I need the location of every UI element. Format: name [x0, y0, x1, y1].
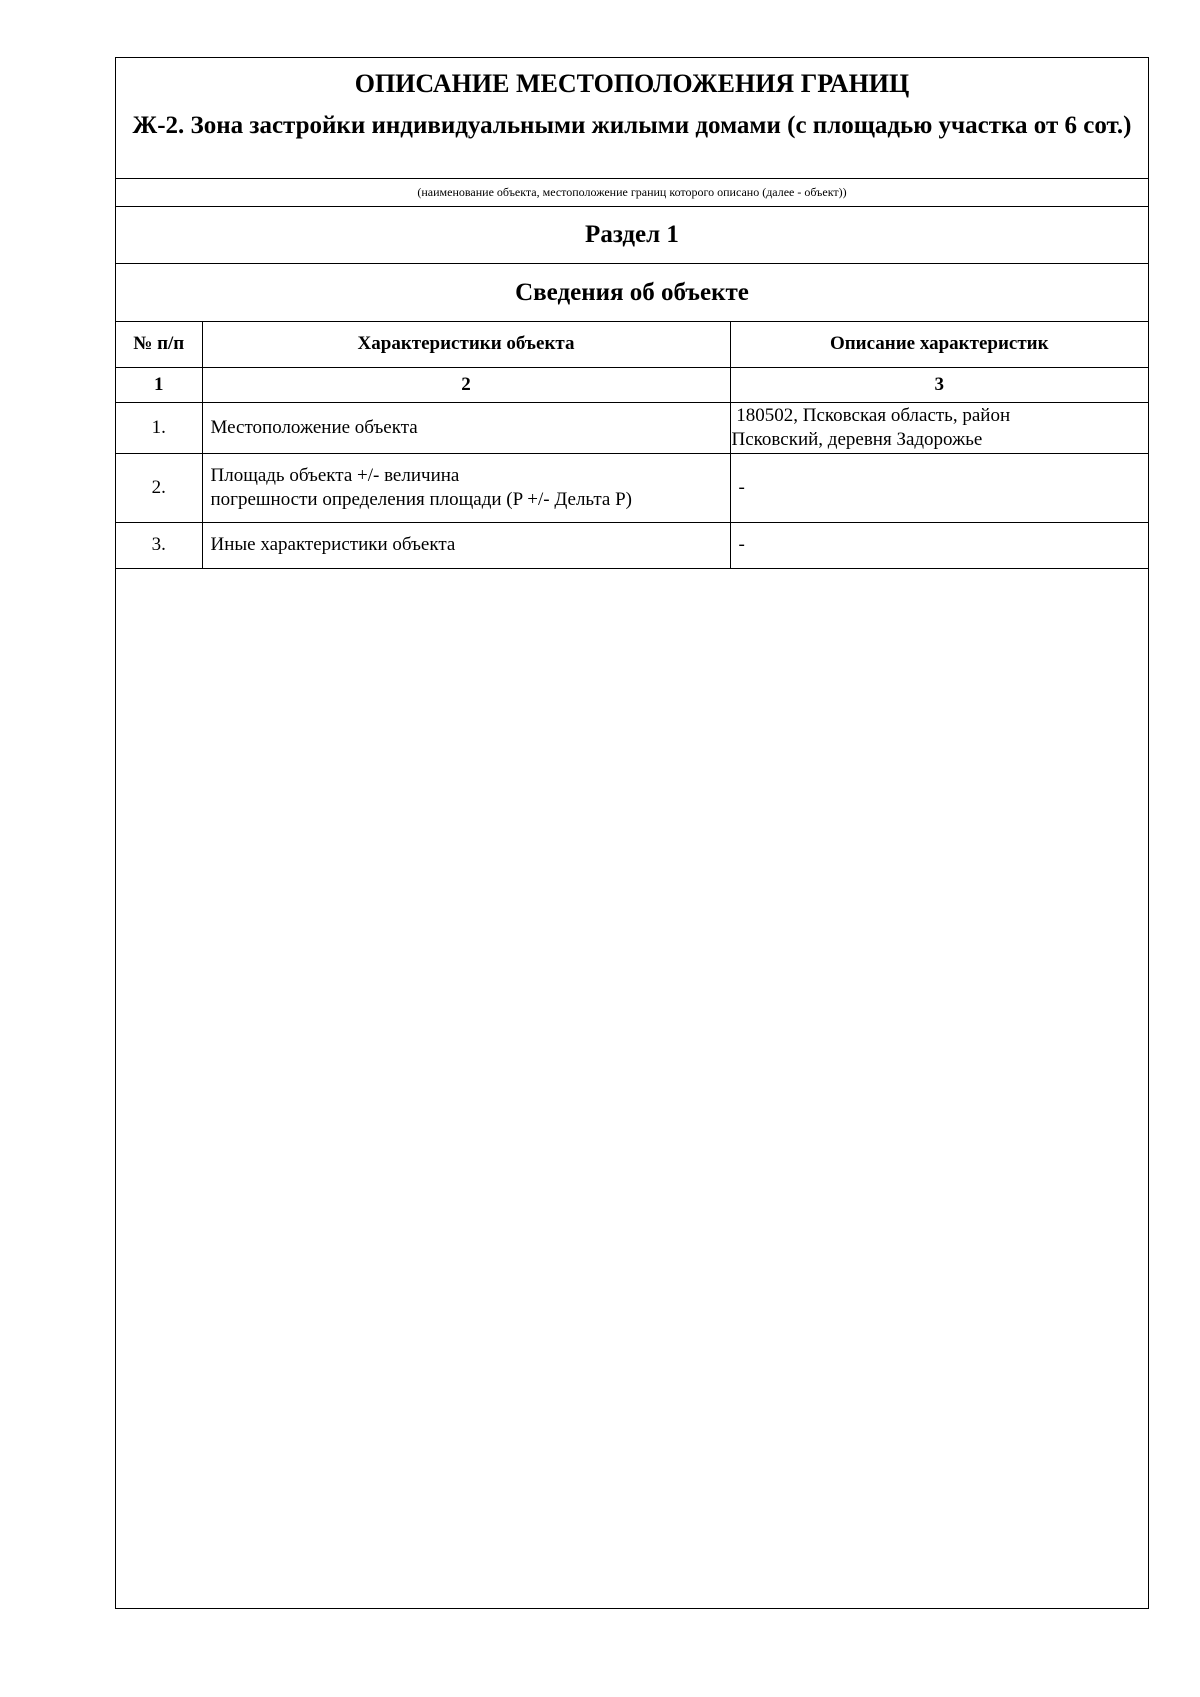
row-description: -	[730, 453, 1148, 522]
row-characteristic: Местоположение объекта	[202, 402, 730, 453]
row-characteristic-line: Площадь объекта +/- величина	[210, 464, 460, 486]
document-frame	[115, 57, 1149, 1609]
object-caption: (наименование объекта, местоположение границ которого описано (далее - объект))	[116, 179, 1148, 207]
column-number-row	[116, 367, 1148, 402]
row-number: 1.	[116, 402, 202, 453]
row-characteristic	[202, 453, 730, 522]
header-characteristic: Характеристики объекта	[202, 322, 730, 367]
header-number: № п/п	[116, 322, 202, 367]
row-description-line: 180502, Псковская область, район	[731, 404, 1011, 426]
table-row	[116, 522, 1148, 568]
object-info-table	[116, 322, 1148, 569]
table-row	[116, 402, 1148, 453]
row-description-line: Псковский, деревня Задорожье	[731, 428, 983, 450]
row-characteristic: Иные характеристики объекта	[202, 522, 730, 568]
object-name: Ж-2. Зона застройки индивидуальными жилыми домами (с площадью участка от 6 сот.)	[132, 112, 1132, 139]
row-characteristic-line: погрешности определения площади (P +/- Дельта P)	[210, 488, 632, 510]
row-number: 3.	[116, 522, 202, 568]
table-header-row	[116, 322, 1148, 367]
row-number: 2.	[116, 453, 202, 522]
document-header	[116, 58, 1148, 179]
header-description: Описание характеристик	[730, 322, 1148, 367]
row-description: -	[730, 522, 1148, 568]
column-number-1: 1	[116, 367, 202, 402]
column-number-3: 3	[730, 367, 1148, 402]
section-title: Раздел 1	[116, 207, 1148, 264]
section-subtitle: Сведения об объекте	[116, 264, 1148, 322]
document-title: ОПИСАНИЕ МЕСТОПОЛОЖЕНИЯ ГРАНИЦ	[354, 69, 910, 98]
row-description	[730, 402, 1148, 453]
table-row	[116, 453, 1148, 522]
column-number-2: 2	[202, 367, 730, 402]
